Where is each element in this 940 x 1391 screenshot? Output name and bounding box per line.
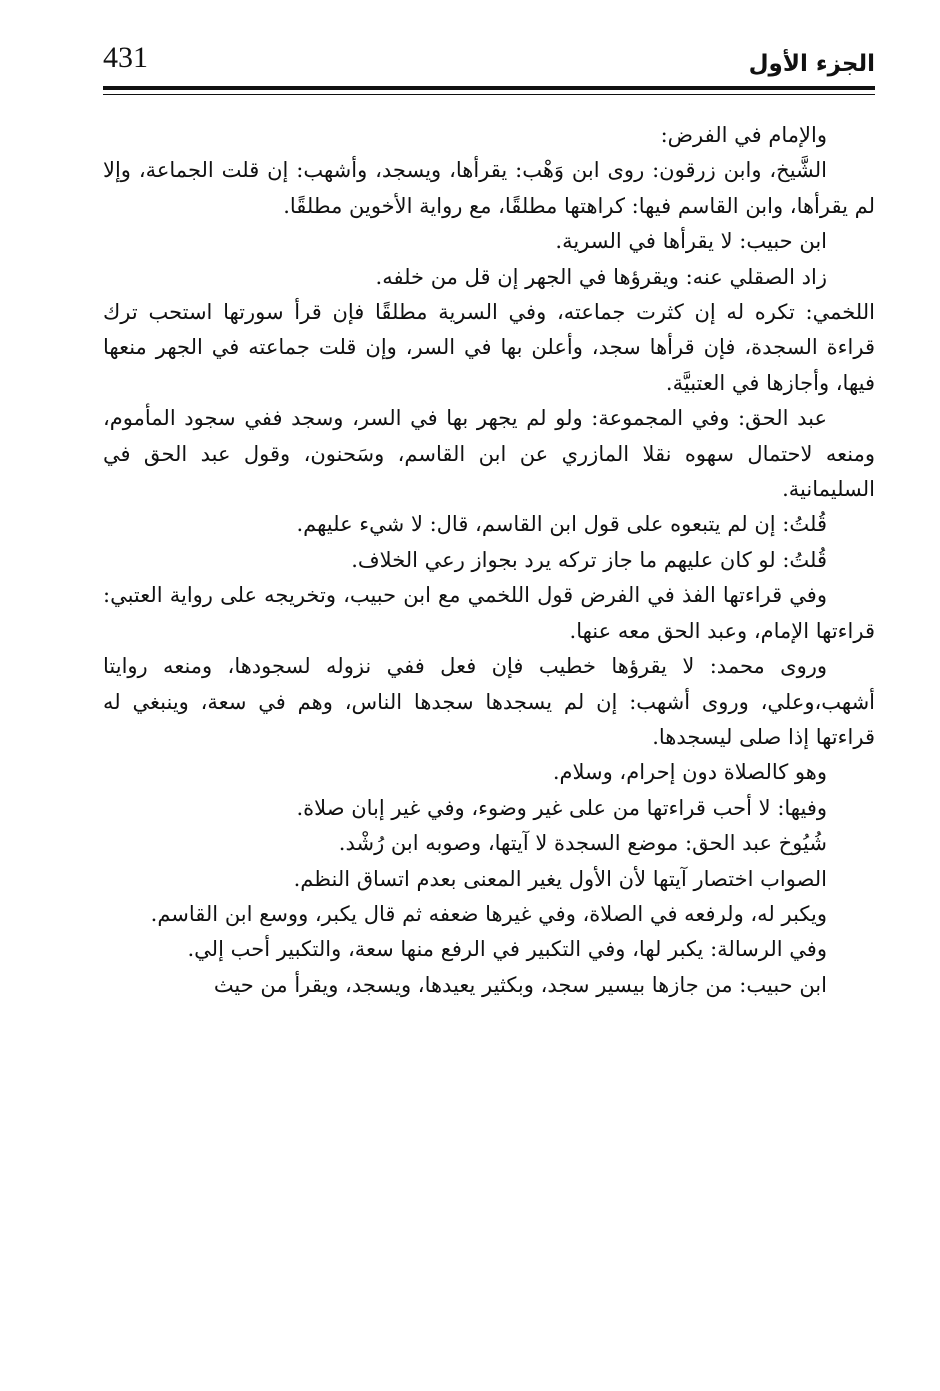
- paragraph: ابن حبيب: من جازها بيسير سجد، وبكثير يعيدها، ويسجد، ويقرأ من حيث: [213, 972, 827, 997]
- paragraph: عبد الحق: وفي المجموعة: ولو لم يجهر بها في السر، وسجد ففي سجود المأموم، ومنعه لاحتمال سهوه نقلا المازري عن ابن القاسم، وسَحنون، وقول عبد الحق في السليمانية.: [103, 406, 875, 502]
- header-rule-thick: [103, 86, 875, 90]
- paragraph: الشَّيخ، وابن زرقون: روى ابن وَهْب: يقرأها، ويسجد، وأشهب: إن قلت الجماعة، وإلا لم يقرأها، وابن القاسم فيها: كراهتها مطلقًا، مع رواية الأخوين مطلقًا.: [103, 158, 875, 218]
- paragraph: قُلتُ: لو كان عليهم ما جاز تركه يرد بجواز رعي الخلاف.: [351, 547, 827, 572]
- paragraph: زاد الصقلي عنه: ويقرؤها في الجهر إن قل من خلفه.: [375, 264, 827, 289]
- paragraph: الصواب اختصار آيتها لأن الأول يغير المعنى بعدم اتساق النظم.: [293, 866, 827, 891]
- header-rule-thin: [103, 94, 875, 95]
- paragraph: قُلتُ: إن لم يتبعوه على قول ابن القاسم، قال: لا شيء عليهم.: [296, 512, 827, 537]
- page-header: [103, 38, 875, 86]
- paragraph: وروى محمد: لا يقرؤها خطيب فإن فعل ففي نزوله لسجودها، ومنعه روايتا أشهب،وعلي، وروى أشهب: إن لم يسجدها سجدها الناس، وهم في سعة، وينبغي له قراءتها إذا صلى ليسجدها.: [103, 654, 875, 749]
- body-text: [103, 118, 875, 1003]
- running-title: الجزء الأول: [748, 51, 875, 77]
- paragraph: اللخمي: تكره له إن كثرت جماعته، وفي السرية مطلقًا فإن قرأ سورتها استحب ترك قراءة السجدة، فإن قرأها سجد، وأعلن بها في السر، وإن قلت جماعته في الجهر منعها فيها، وأجازها في العتبيَّة.: [103, 300, 875, 395]
- paragraph: ابن حبيب: لا يقرأها في السرية.: [555, 229, 827, 254]
- paragraph: ويكبر له، ولرفعه في الصلاة، وفي غيرها ضعفه ثم قال يكبر، ووسع ابن القاسم.: [150, 901, 827, 926]
- paragraph: شُيُوخ عبد الحق: موضع السجدة لا آيتها، وصوبه ابن رُشْد.: [338, 831, 827, 856]
- paragraph: وفي الرسالة: يكبر لها، وفي التكبير في الرفع منها سعة، والتكبير أحب إلي.: [187, 937, 827, 962]
- paragraph: وفي قراءتها الفذ في الفرض قول اللخمي مع ابن حبيب، وتخريجه على رواية العتبي: قراءتها الإمام، وعبد الحق معه عنها.: [103, 583, 875, 643]
- paragraph: وفيها: لا أحب قراءتها من على غير وضوء، وفي غير إبان صلاة.: [296, 795, 827, 820]
- paragraph: وهو كالصلاة دون إحرام، وسلام.: [552, 760, 827, 785]
- page-number: 431: [103, 41, 148, 74]
- paragraph: والإمام في الفرض:: [660, 123, 827, 147]
